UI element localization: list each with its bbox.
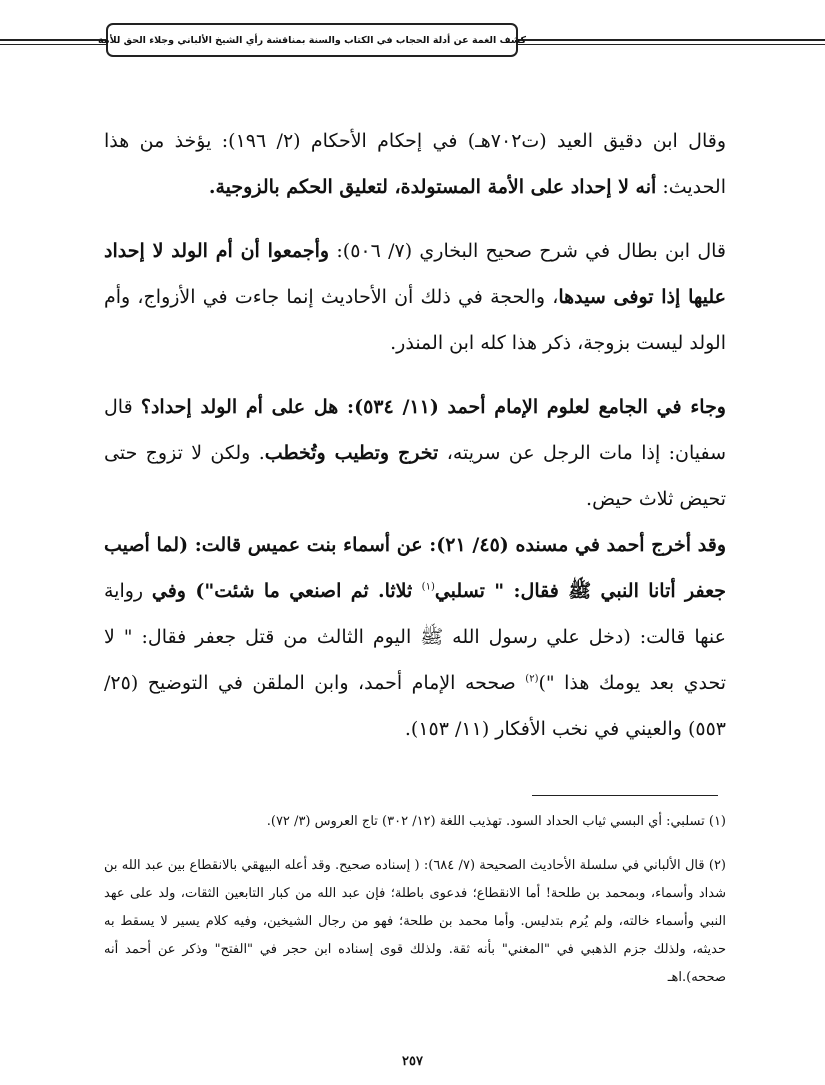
paragraph-bold-text: تخرج وتطيب وتُخطب [264,442,439,464]
main-text [104,118,726,752]
footnote-ref-1[interactable]: (١) [421,581,435,593]
footnote-separator [532,795,718,796]
paragraph-ibn-battal [104,228,726,366]
footnote-1: (١) تسلبي: أي البسي ثياب الحداد السود. تهذيب اللغة (١٢/ ٣٠٢) تاج العروس (٣/ ٧٢). [266,814,726,829]
paragraph-jami [104,384,726,522]
page-number: ٢٥٧ [402,1054,423,1069]
paragraph-spacer [104,210,726,228]
paragraph-bold-text: وأجمعوا أن أم الولد لا إحداد عليها إذا توفى سيدها [104,240,726,308]
paragraph-text: صححه الإمام أحمد، وابن الملقن في التوضيح (٢٥/ ٥٥٣) والعيني في نخب الأفكار (١١/ ١٥٣). [104,672,726,740]
paragraph-spacer [104,366,726,384]
paragraph-bold-text: أنه لا إحداد على الأمة المستولدة، لتعليق الحكم بالزوجية. [208,176,657,198]
paragraph-bold-text: ثلاثا. ثم اصنعي ما شئت") وفي [151,580,422,602]
paragraph-bold-text: وجاء في الجامع لعلوم الإمام أحمد (١١/ ٥٣٤): هل على أم الولد إحداد؟ [140,396,726,418]
paragraph-text: قال سفيان: إذا مات الرجل عن سريته، [104,396,726,464]
footnote-ref-2[interactable]: (٢) [525,673,539,685]
footnotes [104,808,726,992]
book-title: كشف الغمة عن أدلة الحجاب في الكتاب والسنة بمناقشة رأي الشيخ الألباني وجلاء الحق للأمة [97,34,527,46]
paragraph-text: ، والحجة في ذلك أن الأحاديث إنما جاءت في الأزواج، وأم الولد ليست بزوجة، ذكر هذا كله ابن المنذر. [104,286,726,354]
paragraph-text: . ولكن لا تزوج حتى تحيض ثلاث حيض. [104,442,726,510]
footnote-spacer [104,836,726,852]
footnote-2: (٢) قال الألباني في سلسلة الأحاديث الصحيحة (٧/ ٦٨٤): ( إسناده صحيح. وقد أعله البيهقي بالانقطاع بين عبد الله بن شداد وأسماء، وبمحمد بن طلحة! أما الانقطاع؛ فدعوى باطلة؛ فإن عبد الله من كبار التابعين الثقات، ولد على عهد النبي وأسماء خالته، ولم يُرم بتدليس. وأما محمد بن طلحة؛ فهو من رجال الشيخين، وفيه كلام يسير لا يسقط به حديثه، ولذلك جزم الذهبي في "المغني" بأنه ثقة. ولذلك قوى إسناده ابن حجر في "الفتح" وذكر عن أحمد أنه صححه).اهـ [104,858,726,985]
paragraph-text: قال ابن بطال في شرح صحيح البخاري (٧/ ٥٠٦): [329,240,727,262]
paragraph-text: وقال ابن دقيق العيد (ت٧٠٢هـ) في إحكام الأحكام (٢/ ١٩٦): يؤخذ من هذا الحديث: [104,130,727,198]
paragraph-musnad [104,522,726,752]
paragraph-text: رواية عنها قالت: (دخل علي رسول الله ﷺ اليوم الثالث من قتل جعفر فقال: " لا تحدي بعد يومك هذا ") [104,580,727,694]
running-header [97,23,527,57]
paragraph-bold-text: وقد أخرج أحمد في مسنده (٤٥/ ٢١): عن أسماء بنت عميس قالت: (لما أصيب جعفر أتانا النبي ﷺ فقال: " تسلبي [104,534,727,602]
paragraph-ibn-daqiq [104,118,726,210]
